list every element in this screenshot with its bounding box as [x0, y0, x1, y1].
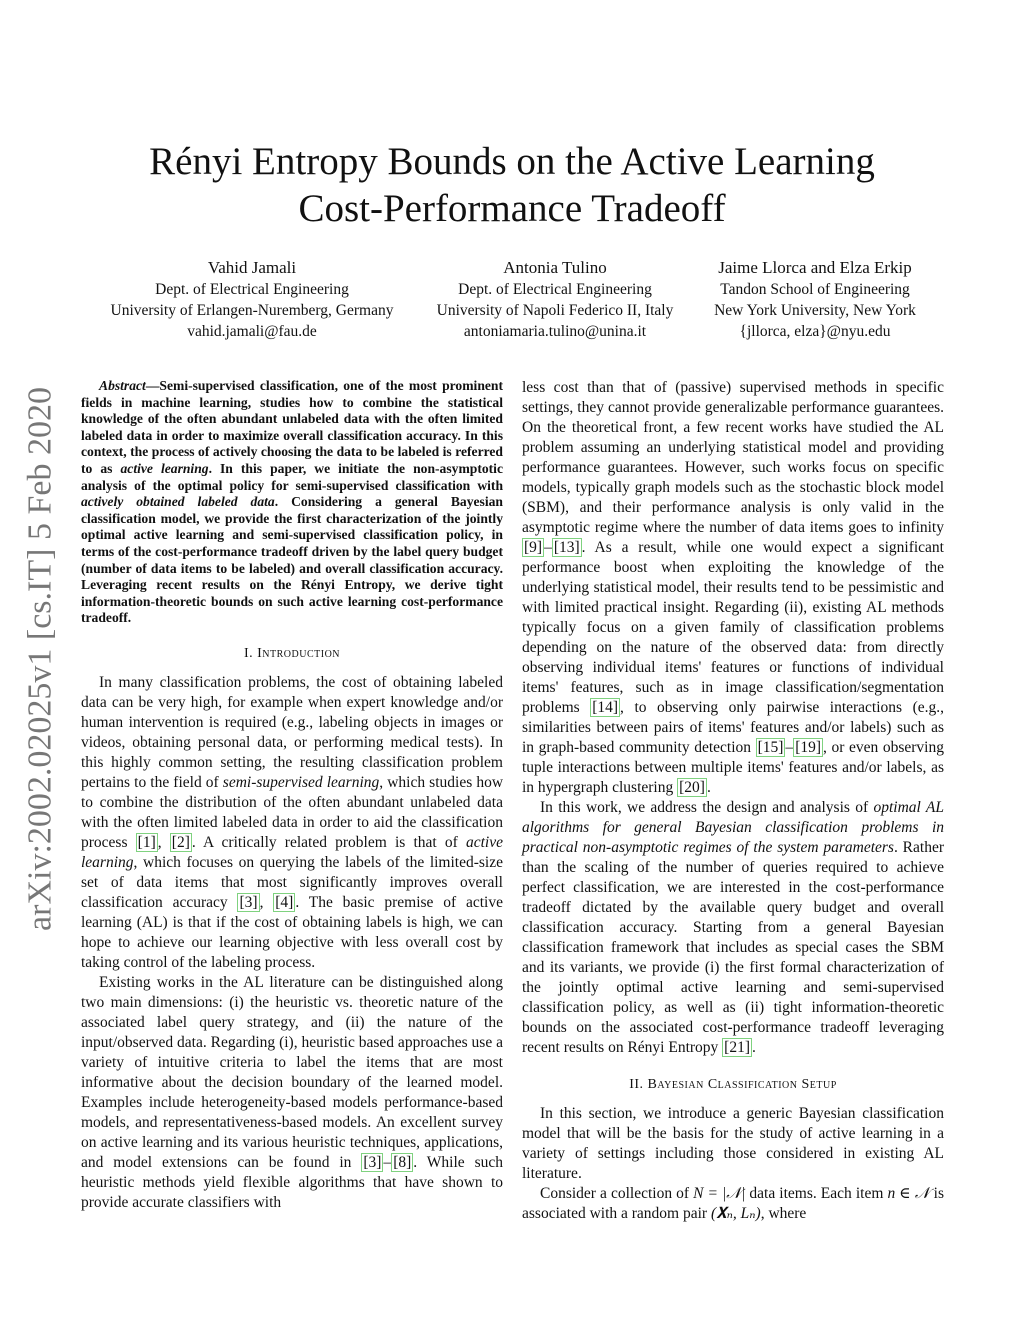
- intro-paragraph-1: In many classification problems, the cost of obtaining labeled data can be very high, for example when expert knowledge and/or human intervention is required (e.g., labeling objects in images or videos, obtaining personal data, or performing medical tests). In this highly common setting, the resulting classification problem pertains to the field of semi-supervised learning, which studies how to combine the distribution of the often abundant unlabeled data with the often limited labeled data in order to aid the classification process [1] , [2] . A critically related problem is that of active learning, which focuses on querying the labels of the limited-size set of data items that most significantly improves overall classification accuracy [3] , [4] . The basic premise of active learning (AL) is that if the cost of obtaining labels is high, we can hope to achieve our learning objective with less overall cost by taking control of the labeling process.: [81, 673, 504, 971]
- author-block-3: [695, 256, 935, 342]
- setup-paragraph-2: Consider a collection of N = |𝒩| data items. Each item n ∈ 𝒩 is associated with a random pair (𝐗ₙ, Lₙ), where: [522, 1185, 945, 1222]
- author-name: Jaime Llorca and Elza Erkip: [718, 258, 912, 277]
- citation-link[interactable]: [2]: [171, 833, 190, 851]
- abstract: Abstract—Semi-supervised classification, one of the most prominent fields in machine learning, studies how to combine the statistical knowledge of the often abundant unlabeled data with the often limited labeled data in order to maximize overall classification accuracy. In this context, the process of actively choosing the data to be labeled is referred to as active learning. In this paper, we initiate the non-asymptotic analysis of the optimal policy for semi-supervised classification with actively obtained labeled data. Considering a general Bayesian classification model, we provide the first characterization of the jointly optimal active learning and semi-supervised classification policy, in terms of the cost-performance tradeoff driven by the label query budget (number of data items to be labeled) and overall classification accuracy. Leveraging recent results on the Rényi Entropy, we derive tight information-theoretic bounds on such active learning cost-performance tradeoff.: [81, 378, 503, 626]
- left-column: [81, 378, 503, 1213]
- citation-link[interactable]: [15]: [757, 739, 784, 756]
- author-dept: Dept. of Electrical Engineering: [155, 281, 349, 298]
- right-column: [522, 378, 944, 1224]
- author-email[interactable]: antoniamaria.tulino@unina.it: [463, 323, 647, 340]
- section-heading-bayesian-setup: II. Bayesian Classification Setup: [629, 1077, 837, 1092]
- author-affiliation: New York University, New York: [714, 302, 916, 319]
- citation-link[interactable]: [3]: [363, 1153, 382, 1171]
- author-email[interactable]: vahid.jamali@fau.de: [187, 323, 317, 340]
- citation-link[interactable]: [19]: [795, 739, 822, 756]
- citation-link[interactable]: [20]: [679, 779, 705, 796]
- math-expression: (𝐗ₙ, Lₙ): [710, 1205, 761, 1222]
- citation-link[interactable]: [9]: [524, 539, 543, 556]
- author-dept: Tandon School of Engineering: [720, 281, 910, 298]
- citation-link[interactable]: [21]: [724, 1039, 750, 1056]
- citation-link[interactable]: [3]: [239, 893, 258, 911]
- title-line-2: Cost-Performance Tradeoff: [298, 187, 726, 230]
- author-email[interactable]: {jllorca, elza}@nyu.edu: [739, 323, 891, 340]
- author-dept: Dept. of Electrical Engineering: [458, 281, 652, 298]
- author-block-2: [415, 256, 695, 342]
- paper-title: [80, 138, 944, 232]
- author-block-1: [92, 256, 412, 342]
- citation-link[interactable]: [4]: [275, 893, 294, 911]
- citation-link[interactable]: [8]: [393, 1153, 412, 1171]
- citation-link[interactable]: [1]: [137, 833, 156, 851]
- author-affiliation: University of Erlangen-Nuremberg, Germany: [110, 302, 394, 319]
- author-affiliation: University of Napoli Federico II, Italy: [436, 302, 674, 319]
- section-heading-introduction: I. Introduction: [243, 645, 341, 661]
- title-line-1: Rényi Entropy Bounds on the Active Learning: [149, 140, 875, 183]
- author-name: Vahid Jamali: [207, 258, 297, 277]
- abstract-label: Abstract: [99, 378, 146, 393]
- math-expression: N = |𝒩|: [693, 1185, 746, 1202]
- intro-paragraph-3: In this work, we address the design and analysis of optimal AL algorithms for general Bayesian classification problems in practical non-asymptotic regimes of the system parameters. Rather than the scaling of the number of queries required to achieve perfect classification, we are interested in the cost-performance tradeoff dictated by the available query budget and overall classification accuracy. Starting from a general Bayesian classification framework that includes as special cases the SBM and its variants, we provide (i) the first formal characterization of the jointly optimal active learning and semi-supervised classification policy, as well as (ii) tight information-theoretic bounds on the associated cost-performance tradeoff leveraging recent results on Rényi Entropy [21] .: [522, 799, 944, 1056]
- math-expression: n ∈ 𝒩: [887, 1185, 930, 1202]
- setup-paragraph-1: In this section, we introduce a generic Bayesian classification model that will be the basis for the study of active learning in a variety of settings including those considered in existing AL literature.: [522, 1105, 944, 1182]
- intro-paragraph-2-continued: less cost than that of (passive) supervised methods in specific settings, they cannot provide generalizable performance guarantees. On the theoretical front, a few recent works have studied the AL problem assuming an underlying statistical model and providing performance guarantees. However, such works focus on specific models, typically graph models such as the stochastic block model (SBM), and their performance analysis is only valid in the asymptotic regime where the number of data items goes to infinity [9] – [13] . As a result, while one would expect a significant performance boost when exploiting the knowledge of the underlying statistical model, their results tend to be pessimistic and with limited practical insight. Regarding (ii), existing AL methods typically focus on a given family of classification problems depending on the nature of the observed data: from directly observing individual items' features or functions of individual items' features, such as in image classification/segmentation problems [14] , to observing only pairwise interactions (e.g., similarities between pairs of items' features and/or labels) such as in graph-based community detection [15] – [19] , or even observing tuple interactions between multiple items' features and/or labels, as in hypergraph clustering [20] .: [522, 379, 945, 796]
- intro-paragraph-2: Existing works in the AL literature can be distinguished along two main dimensions: (i) the heuristic vs. theoretic nature of the associated label query strategy, and (ii) the nature of the input/observed data. Regarding (i), heuristic based approaches use a variety of intuitive criteria to label the items that are most informative about the decision boundary of the learned model. Examples include heterogeneity-based models performance-based models, and representativeness-based models. An excellent survey on active learning and its various heuristic techniques, applications, and model extensions can be found in [3] – [8] . While such heuristic methods yield flexible algorithms that have shown to provide accurate classifiers with: [81, 973, 503, 1211]
- author-name: Antonia Tulino: [503, 258, 607, 277]
- arxiv-identifier: arXiv:2002.02025v1 [cs.IT] 5 Feb 2020: [21, 387, 59, 931]
- citation-link[interactable]: [14]: [592, 699, 619, 716]
- citation-link[interactable]: [13]: [553, 539, 580, 556]
